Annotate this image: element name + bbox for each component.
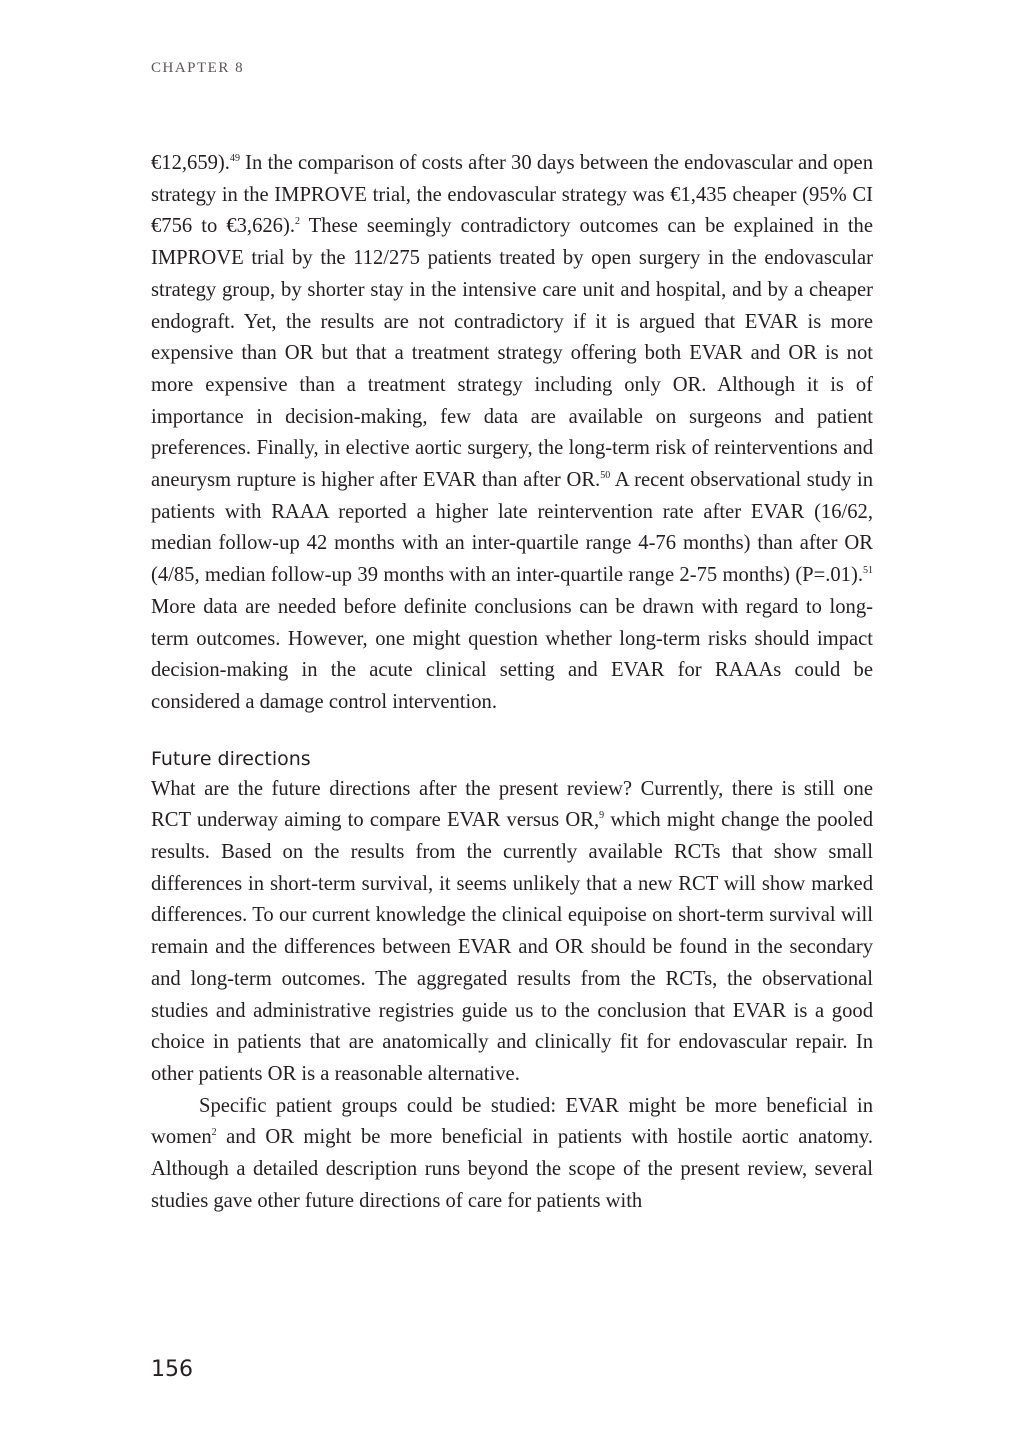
paragraph-text: More data are needed before definite conclusions can be drawn with regard to long-term outcomes. However, one might question whether long-term risks should impact decision-making in the acute clinical setting and EVAR for RAAAs could be considered a damage control intervention. bbox=[151, 595, 873, 713]
citation-superscript: 9 bbox=[599, 810, 605, 822]
paragraph-text: These seemingly contradictory outcomes can be explained in the IMPROVE trial by the 112/275 patients treated by open surgery in the endovascular strategy group, by shorter stay in the intensive care unit and hospital, and by a cheaper endograft. Yet, the results are not contradictory if it is argued that EVAR is more expensive than OR but that a treatment strategy offering both EVAR and OR is not more expensive than a treatment strategy including only OR. Although it is of importance in decision-making, few data are available on surgeons and patient preferences. Finally, in elective aortic surgery, the long-term risk of reinterventions and aneurysm rupture is higher after EVAR than after OR. bbox=[151, 215, 873, 492]
paragraph-text: A recent observational study in patients with RAAA reported a higher late reintervention rate after EVAR (16/62, median follow-up 42 months with an inter-quartile range 4-76 months) than after OR (4/85, median follow-up 39 months with an inter-quartile range 2-75 months) (P=.01). bbox=[151, 469, 873, 587]
section-heading: Future directions bbox=[151, 747, 311, 770]
citation-superscript: 51 bbox=[863, 565, 873, 577]
paragraph-future-directions bbox=[151, 774, 873, 1091]
page-number: 156 bbox=[151, 1357, 193, 1382]
paragraph-text: €12,659). bbox=[151, 152, 230, 174]
paragraph-text: Specific patient groups could be studied: EVAR might be more beneficial in women bbox=[151, 1094, 873, 1149]
paragraph-patient-groups bbox=[151, 1091, 873, 1218]
paragraph-costs bbox=[151, 148, 873, 719]
citation-superscript: 50 bbox=[600, 470, 611, 482]
paragraph-text: which might change the pooled results. Based on the results from the currently available RCTs that show small differences in short-term survival, it seems unlikely that a new RCT will show marked differences. To our current knowledge the clinical equipoise on short-term survival will remain and the differences between EVAR and OR should be found in the secondary and long-term outcomes. The aggregated results from the RCTs, the observational studies and administrative registries guide us to the conclusion that EVAR is a good choice in patients that are anatomically and clinically fit for endovascular repair. In other patients OR is a reasonable alternative. bbox=[151, 809, 873, 1085]
paragraph-text: In the comparison of costs after 30 days between the endovascular and open strategy in the IMPROVE trial, the endovascular strategy was €1,435 cheaper (95% CI €756 to €3,626). bbox=[151, 152, 873, 238]
paragraph-text: What are the future directions after the present review? Currently, there is still one RCT underway aiming to compare EVAR versus OR, bbox=[151, 777, 873, 832]
running-head: CHAPTER 8 bbox=[151, 60, 245, 76]
citation-superscript: 49 bbox=[229, 153, 240, 164]
citation-superscript: 2 bbox=[211, 1127, 217, 1139]
body-text bbox=[151, 148, 873, 1218]
citation-superscript: 2 bbox=[294, 216, 300, 228]
paragraph-text: and OR might be more beneficial in patients with hostile aortic anatomy. Although a detailed description runs beyond the scope of the present review, several studies gave other future directions of care for patients with bbox=[151, 1126, 873, 1212]
